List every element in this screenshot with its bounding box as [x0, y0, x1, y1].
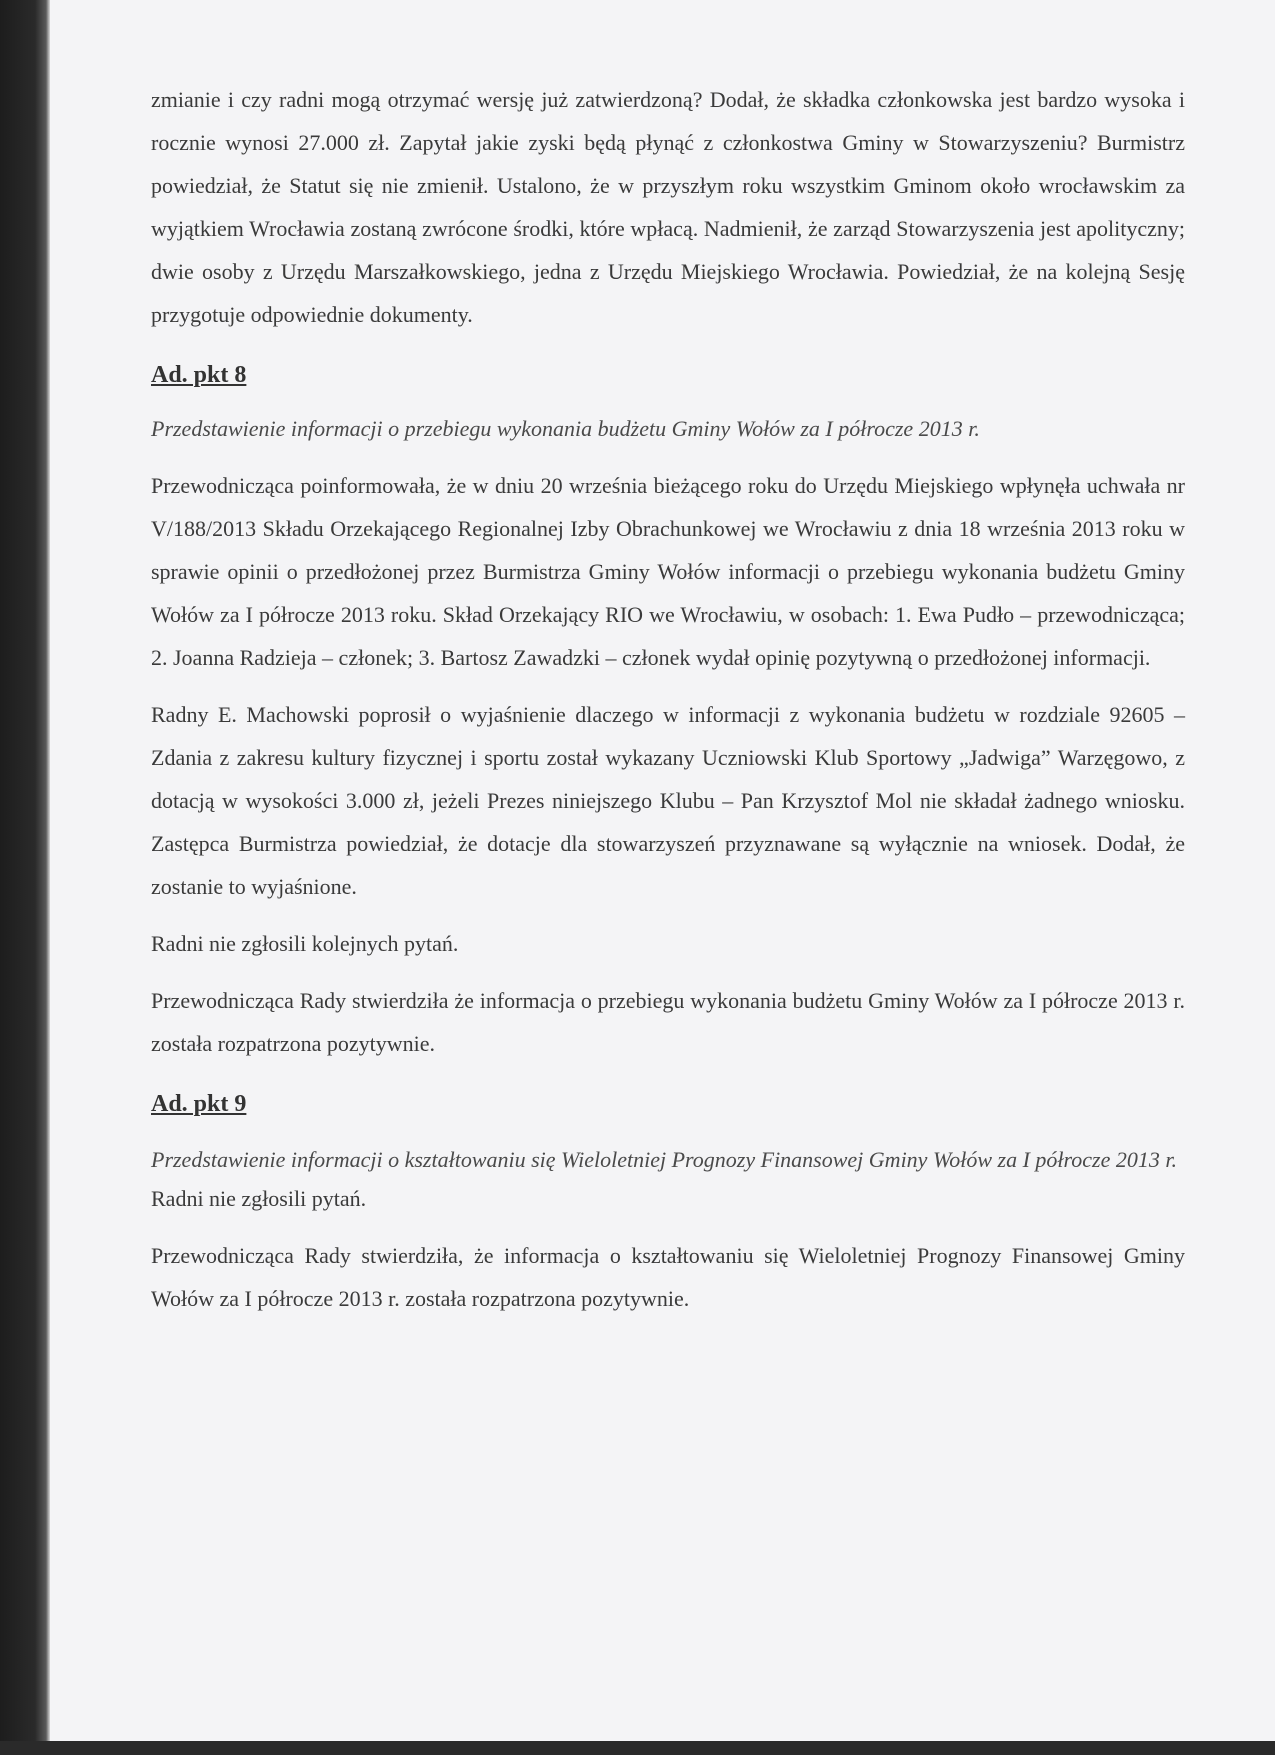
section-9-heading: Ad. pkt 9: [151, 1091, 247, 1117]
section-8-paragraph-3: Radni nie zgłosili kolejnych pytań.: [151, 931, 459, 956]
intro-paragraph: zmianie i czy radni mogą otrzymać wersję już zatwierdzoną? Dodał, że składka członkowska jest bardzo wysoka i rocznie wynosi 27.000 zł. Zapytał jakie zyski będą płynąć z członkostwa Gminy w Stowarzyszeniu? Burmistrz powiedział, że Statut się nie zmienił. Ustalono, że w przyszłym roku wszystkim Gminom około wrocławskim za wyjątkiem Wrocławia zostaną zwrócone środki, które wpłacą. Nadmienił, że zarząd Stowarzyszenia jest apolityczny; dwie osoby z Urzędu Marszałkowskiego, jedna z Urzędu Miejskiego Wrocławia. Powiedział, że na kolejną Sesję przygotuje odpowiednie dokumenty.: [151, 87, 1185, 327]
section-9-subtitle: Przedstawienie informacji o kształtowaniu się Wieloletniej Prognozy Finansowej Gminy Wołów za I półrocze 2013 r.: [151, 1147, 1177, 1172]
scan-bottom-edge: [0, 1741, 1275, 1755]
section-8-paragraph-1: Przewodnicząca poinformowała, że w dniu 20 września bieżącego roku do Urzędu Miejskiego wpłynęła uchwała nr V/188/2013 Składu Orzekającego Regionalnej Izby Obrachunkowej we Wrocławiu z dnia 18 września 2013 roku w sprawie opinii o przedłożonej przez Burmistrza Gminy Wołów informacji o przebiegu wykonania budżetu Gminy Wołów za I półrocze 2013 roku. Skład Orzekający RIO we Wrocławiu, w osobach: 1. Ewa Pudło – przewodnicząca; 2. Joanna Radziejа – członek; 3. Bartosz Zawadzki – członek wydał opinię pozytywną o przedłożonej informacji.: [151, 473, 1185, 670]
section-9-paragraph-1: Radni nie zgłosili pytań.: [151, 1186, 367, 1211]
section-8-heading: Ad. pkt 8: [151, 362, 247, 388]
scan-binding-edge: [0, 0, 50, 1755]
section-8-subtitle: Przedstawienie informacji o przebiegu wykonania budżetu Gminy Wołów za I półrocze 2013 r.: [151, 416, 980, 441]
section-8-paragraph-2: Radny E. Machowski poprosił o wyjaśnienie dlaczego w informacji z wykonania budżetu w rozdziale 92605 – Zdania z zakresu kultury fizycznej i sportu został wykazany Uczniowski Klub Sportowy „Jadwiga” Warzęgowo, z dotacją w wysokości 3.000 zł, jeżeli Prezes niniejszego Klubu – Pan Krzysztof Mol nie składał żadnego wniosku. Zastępca Burmistrza powiedział, że dotacje dla stowarzyszeń przyznawane są wyłącznie na wniosek. Dodał, że zostanie to wyjaśnione.: [151, 702, 1185, 899]
section-8-paragraph-4: Przewodnicząca Rady stwierdziła że informacja o przebiegu wykonania budżetu Gminy Wołów za I półrocze 2013 r. została rozpatrzona pozytywnie.: [151, 988, 1185, 1056]
section-9-paragraph-2: Przewodnicząca Rady stwierdziła, że informacja o kształtowaniu się Wieloletniej Prognozy Finansowej Gminy Wołów za I półrocze 2013 r. została rozpatrzona pozytywnie.: [151, 1243, 1185, 1311]
document-body: [151, 78, 1185, 1320]
